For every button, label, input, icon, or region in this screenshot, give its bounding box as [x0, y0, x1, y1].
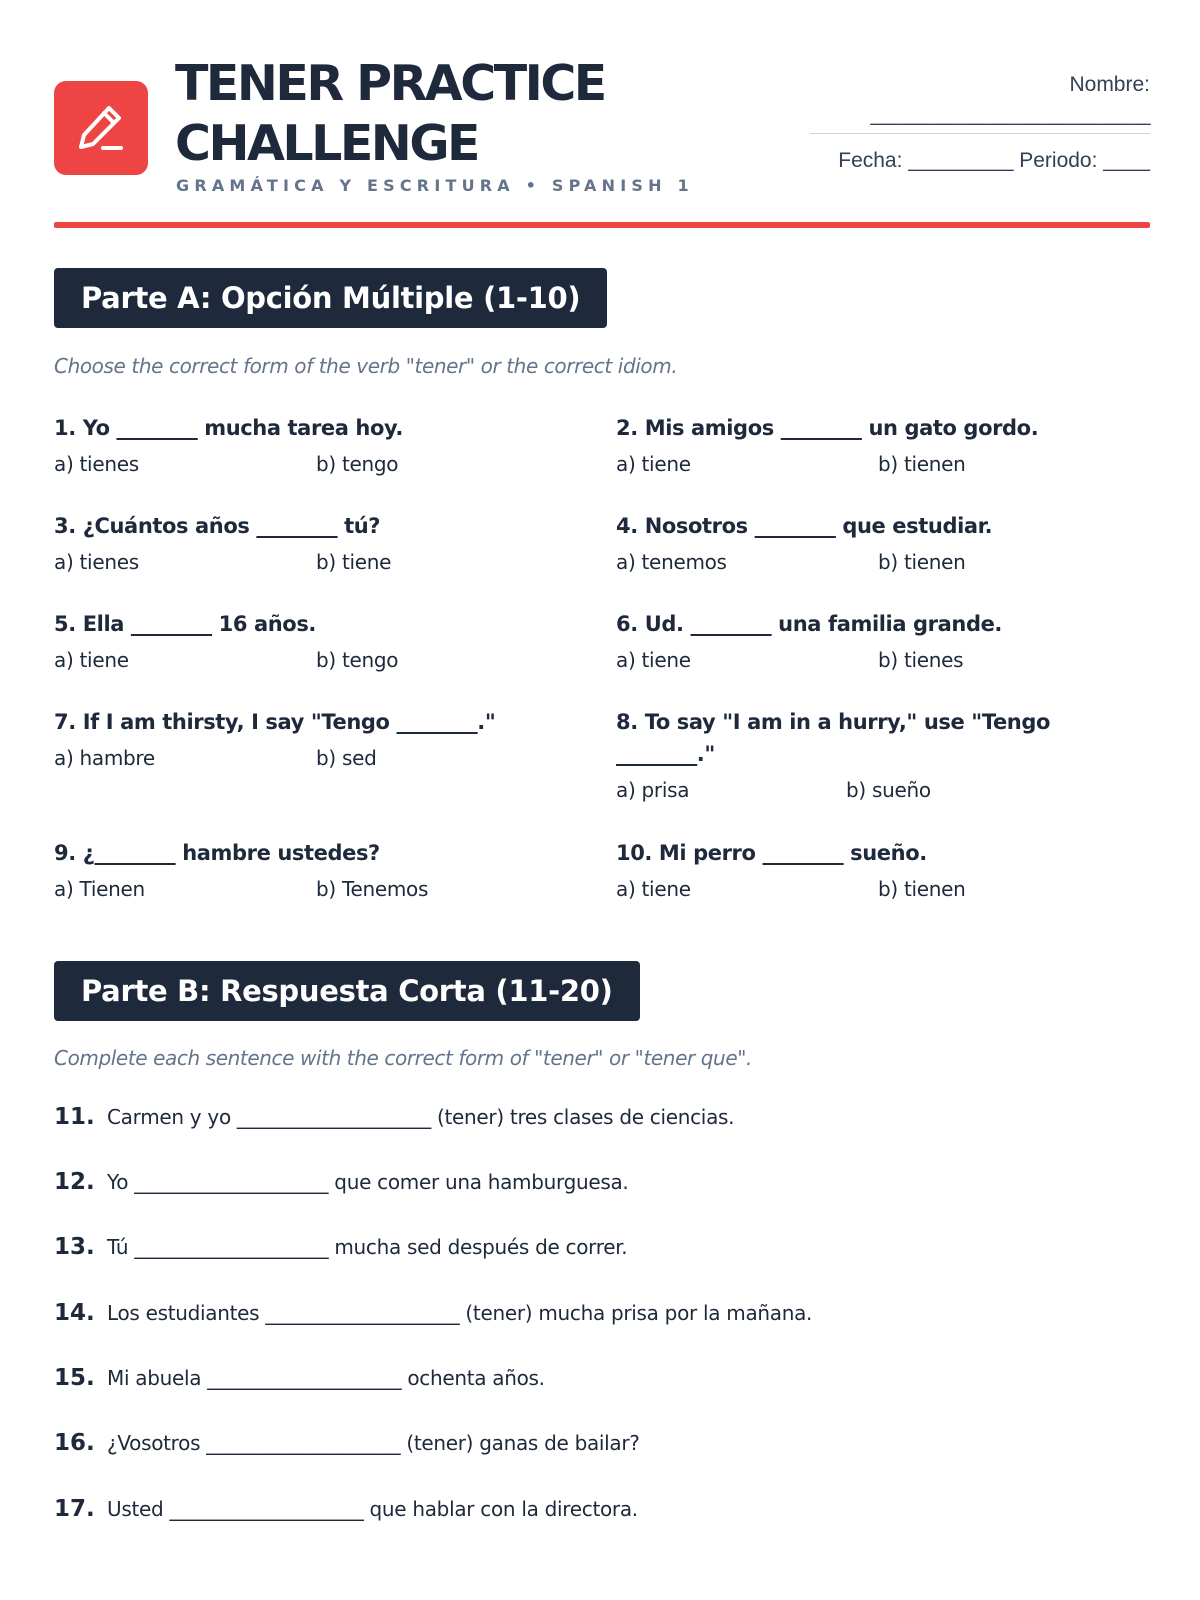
- item-sentence: Carmen y yo ____________________ (tener) tres clases de ciencias.: [107, 1105, 735, 1129]
- short-answer-16[interactable]: [54, 1430, 1150, 1470]
- option-a[interactable]: a) tiene: [616, 648, 691, 672]
- question-text: 7. If I am thirsty, I say "Tengo ________.": [54, 710, 496, 734]
- option-a[interactable]: a) tiene: [616, 452, 691, 476]
- item-sentence: Usted ____________________ que hablar con la directora.: [107, 1497, 638, 1521]
- question-text: 3. ¿Cuántos años ________ tú?: [54, 514, 381, 538]
- item-number: 13.: [54, 1234, 95, 1260]
- title-line-2: CHALLENGE: [175, 115, 479, 172]
- short-answer-14[interactable]: [54, 1300, 1150, 1340]
- option-a[interactable]: a) tiene: [54, 648, 129, 672]
- header-divider: [54, 222, 1150, 228]
- question-9: [54, 837, 584, 901]
- part-b-heading: Parte B: Respuesta Corta (11-20): [54, 961, 640, 1021]
- option-b[interactable]: b) tiene: [316, 550, 392, 574]
- item-sentence: Mi abuela ____________________ ochenta años.: [107, 1366, 545, 1390]
- option-b[interactable]: b) tienen: [878, 452, 966, 476]
- item-sentence: Tú ____________________ mucha sed después de correr.: [107, 1235, 628, 1259]
- name-label: Nombre:: [1069, 73, 1150, 96]
- title-line-1: TENER PRACTICE: [175, 55, 605, 112]
- option-b[interactable]: b) sueño: [846, 778, 931, 802]
- logo-badge: [54, 81, 148, 175]
- question-text: 1. Yo ________ mucha tarea hoy.: [54, 416, 403, 440]
- question-text: 8. To say "I am in a hurry," use "Tengo ________.": [616, 710, 1051, 766]
- question-2: [616, 412, 1146, 476]
- info-divider: [810, 133, 1150, 134]
- item-sentence: ¿Vosotros ____________________ (tener) ganas de bailar?: [107, 1431, 640, 1455]
- question-text: 6. Ud. ________ una familia grande.: [616, 612, 1002, 636]
- question-1: [54, 412, 584, 476]
- worksheet-subtitle: GRAMÁTICA Y ESCRITURA • SPANISH 1: [176, 176, 694, 195]
- question-text: 2. Mis amigos ________ un gato gordo.: [616, 416, 1039, 440]
- short-answer-17[interactable]: [54, 1496, 1150, 1536]
- option-b[interactable]: b) tienen: [878, 877, 966, 901]
- option-a[interactable]: a) tienes: [54, 452, 139, 476]
- question-text: 9. ¿________ hambre ustedes?: [54, 841, 380, 865]
- worksheet-page: [54, 0, 1150, 1600]
- item-number: 12.: [54, 1169, 95, 1195]
- question-10: [616, 837, 1146, 901]
- part-a-instructions: Choose the correct form of the verb "tener" or the correct idiom.: [54, 354, 678, 378]
- item-number: 14.: [54, 1300, 95, 1326]
- part-a-heading: Parte A: Opción Múltiple (1-10): [54, 268, 607, 328]
- item-number: 17.: [54, 1496, 95, 1522]
- option-a[interactable]: a) tenemos: [616, 550, 727, 574]
- item-number: 16.: [54, 1430, 95, 1456]
- question-7: [54, 706, 584, 770]
- item-number: 15.: [54, 1365, 95, 1391]
- question-3: [54, 510, 584, 574]
- question-4: [616, 510, 1146, 574]
- option-a[interactable]: a) tienes: [54, 550, 139, 574]
- option-a[interactable]: a) hambre: [54, 746, 155, 770]
- short-answer-12[interactable]: [54, 1169, 1150, 1209]
- question-5: [54, 608, 584, 672]
- item-number: 11.: [54, 1104, 95, 1130]
- option-b[interactable]: b) tengo: [316, 648, 399, 672]
- name-field[interactable]: _________________________: [870, 103, 1150, 126]
- option-b[interactable]: b) tengo: [316, 452, 399, 476]
- option-a[interactable]: a) tiene: [616, 877, 691, 901]
- question-text: 10. Mi perro ________ sueño.: [616, 841, 927, 865]
- option-b[interactable]: b) tienen: [878, 550, 966, 574]
- option-a[interactable]: a) prisa: [616, 778, 690, 802]
- pencil-icon: [73, 100, 129, 156]
- option-b[interactable]: b) sed: [316, 746, 377, 770]
- part-b-instructions: Complete each sentence with the correct form of "tener" or "tener que".: [54, 1046, 752, 1070]
- item-sentence: Yo ____________________ que comer una hamburguesa.: [107, 1170, 629, 1194]
- worksheet-title: [175, 54, 795, 174]
- short-answer-15[interactable]: [54, 1365, 1150, 1405]
- question-text: 4. Nosotros ________ que estudiar.: [616, 514, 993, 538]
- option-b[interactable]: b) Tenemos: [316, 877, 429, 901]
- option-a[interactable]: a) Tienen: [54, 877, 145, 901]
- date-period-field[interactable]: Fecha: _________ Periodo: ____: [838, 149, 1150, 172]
- question-6: [616, 608, 1146, 672]
- question-8: [616, 706, 1076, 802]
- item-sentence: Los estudiantes ____________________ (tener) mucha prisa por la mañana.: [107, 1301, 813, 1325]
- student-info: [810, 72, 1150, 174]
- short-answer-11[interactable]: [54, 1104, 1150, 1144]
- option-b[interactable]: b) tienes: [878, 648, 964, 672]
- short-answer-13[interactable]: [54, 1234, 1150, 1274]
- question-text: 5. Ella ________ 16 años.: [54, 612, 316, 636]
- worksheet-header: [54, 54, 1150, 234]
